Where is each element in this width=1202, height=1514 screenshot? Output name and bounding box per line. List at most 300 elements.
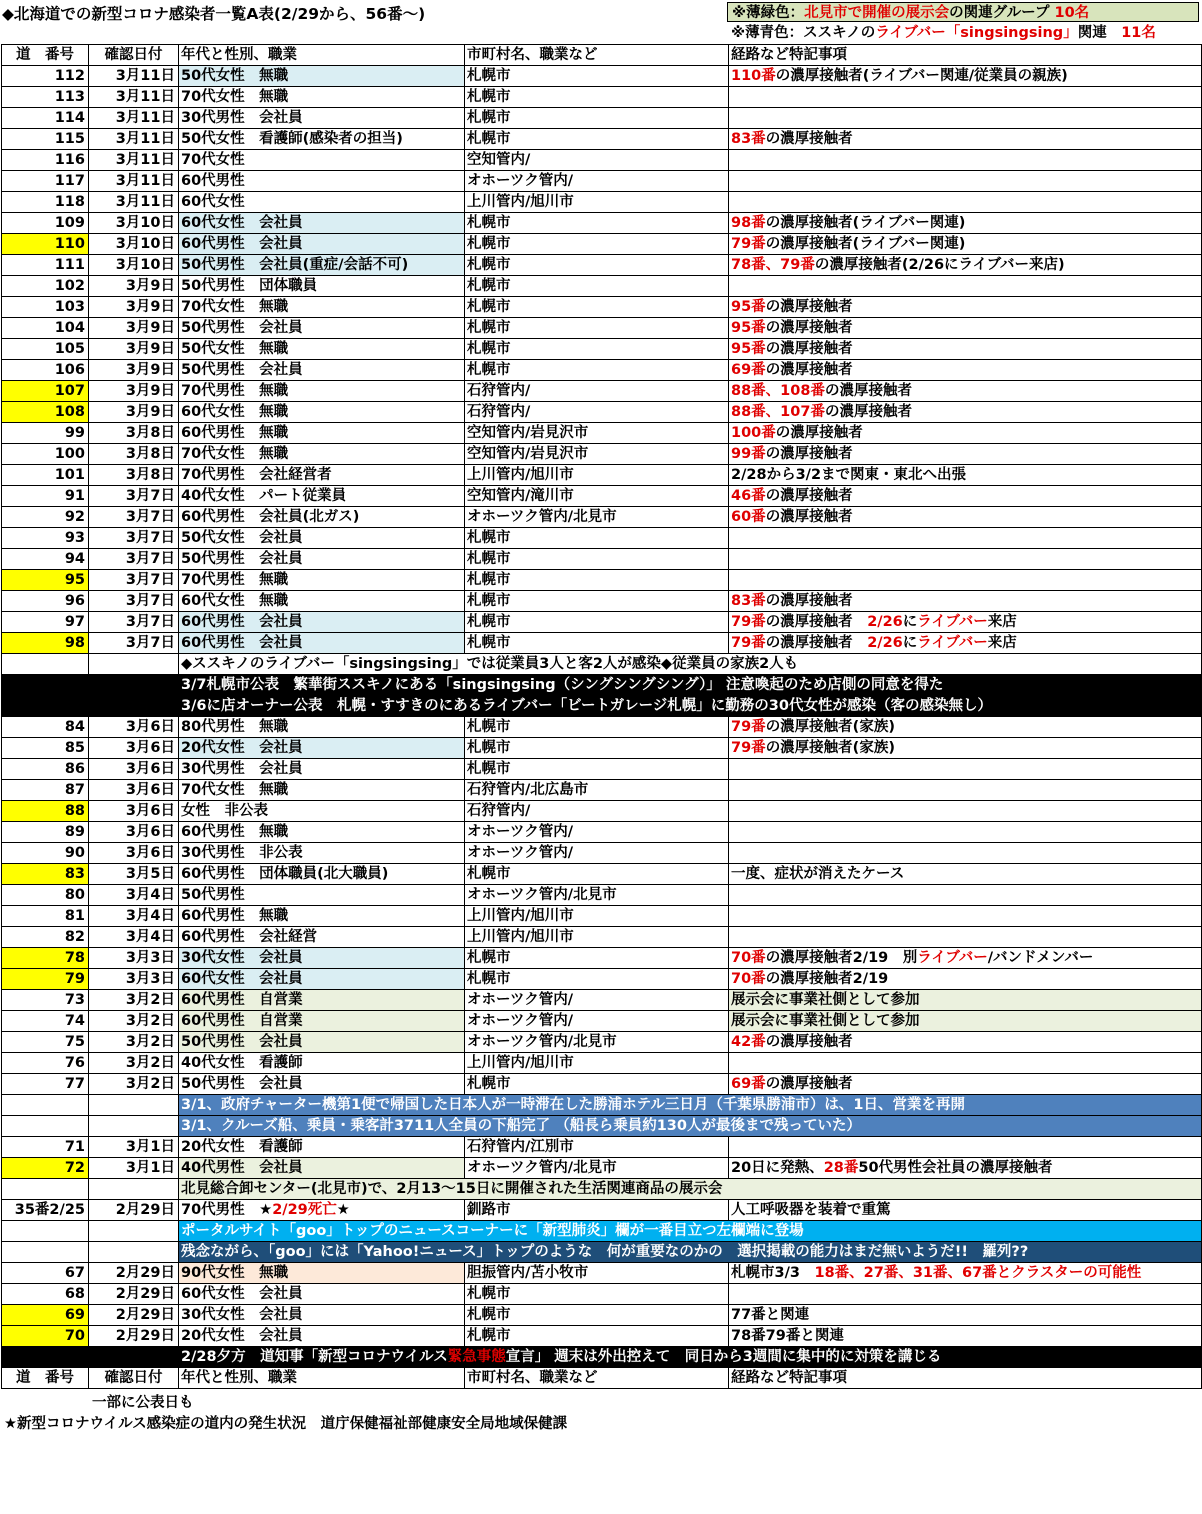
table-row (2, 423, 1202, 444)
note-segment: 99番 (731, 446, 766, 462)
announcement-pre-cell (89, 675, 179, 696)
table-row (2, 213, 1202, 234)
announcement-row (2, 1179, 1202, 1200)
table-row (2, 738, 1202, 759)
case-info-text: 70代男性 無職 (181, 572, 289, 588)
case-info-text: 60代男性 会社員 (181, 614, 303, 630)
announcement-row (2, 1347, 1202, 1368)
case-info (179, 255, 465, 276)
case-info-text: 90代女性 無職 (181, 1265, 289, 1281)
case-info-text: 50代男性 会社員 (181, 320, 303, 336)
case-note (729, 66, 1202, 87)
case-number: 105 (2, 339, 89, 360)
case-info-text: 50代男性 会社員(重症/会話不可) (181, 257, 409, 273)
case-city: 上川管内/旭川市 (465, 1053, 729, 1074)
announcement-row (2, 675, 1202, 696)
note-segment: 42番 (731, 1034, 766, 1050)
case-number: 101 (2, 465, 89, 486)
case-info-text: 30代男性 非公表 (181, 845, 303, 861)
table-row (2, 528, 1202, 549)
case-note (729, 717, 1202, 738)
note-segment: 70番 (731, 971, 766, 987)
confirm-date: 3月11日 (89, 129, 179, 150)
case-info-text: 70代女性 無職 (181, 299, 289, 315)
case-note (729, 1032, 1202, 1053)
table-row (2, 1284, 1202, 1305)
case-info-text: 50代男性 (181, 887, 245, 903)
note-segment: の濃厚接触者 (765, 131, 853, 147)
announcement-pre-cell (2, 696, 89, 717)
note-segment: の濃厚接触者 (765, 446, 853, 462)
case-number: 87 (2, 780, 89, 801)
case-number: 79 (2, 969, 89, 990)
note-segment: 78番79番と関連 (731, 1328, 844, 1344)
note-segment: の濃厚接触者(ライブバー関連/従業員の親族) (775, 68, 1068, 84)
note-segment: の濃厚接触者 (765, 299, 853, 315)
case-info-text: 50代女性 無職 (181, 341, 289, 357)
case-number: 68 (2, 1284, 89, 1305)
table-row (2, 318, 1202, 339)
case-info (179, 948, 465, 969)
note-segment: ライブバー (917, 635, 988, 651)
case-city: オホーツク管内/北見市 (465, 885, 729, 906)
case-number: 104 (2, 318, 89, 339)
note-segment: の濃厚接触者(家族) (765, 719, 895, 735)
table-row (2, 549, 1202, 570)
table-row (2, 171, 1202, 192)
case-note (729, 276, 1202, 297)
note-segment: 展示会に事業社側として参加 (731, 1013, 920, 1029)
case-city: 空知管内/岩見沢市 (465, 444, 729, 465)
confirm-date: 3月8日 (89, 423, 179, 444)
confirm-date: 3月7日 (89, 507, 179, 528)
case-city: 空知管内/滝川市 (465, 486, 729, 507)
note-segment: の濃厚接触者(家族) (765, 740, 895, 756)
case-number: 67 (2, 1263, 89, 1284)
case-info (179, 465, 465, 486)
case-number: 98 (2, 633, 89, 654)
case-info-text: 50代女性 会社員 (181, 530, 303, 546)
case-info (179, 1284, 465, 1305)
table-row (2, 360, 1202, 381)
table-row (2, 87, 1202, 108)
case-city: 胆振管内/苫小牧市 (465, 1263, 729, 1284)
note-segment: の濃厚接触者 (765, 593, 853, 609)
note-segment: の濃厚接触者(2/26にライブバー来店) (814, 257, 1065, 273)
case-note (729, 213, 1202, 234)
announcement-text: 北見総合卸センター(北見市)で、2月13～15日に開催された生活関連商品の展示会 (179, 1179, 1202, 1200)
confirm-date: 3月9日 (89, 297, 179, 318)
case-info-text: 60代男性 会社員 (181, 635, 303, 651)
case-city: 石狩管内/北広島市 (465, 780, 729, 801)
case-city: 札幌市 (465, 360, 729, 381)
case-number: 76 (2, 1053, 89, 1074)
case-note (729, 192, 1202, 213)
table-row (2, 339, 1202, 360)
confirm-date: 3月4日 (89, 885, 179, 906)
announcement-pre-cell (2, 1221, 89, 1242)
case-info (179, 1326, 465, 1347)
case-info (179, 108, 465, 129)
footer-info: 年代と性別、職業 (179, 1368, 465, 1389)
case-info-text: 40代女性 パート従業員 (181, 488, 347, 504)
case-info-text: 女性 非公表 (181, 803, 268, 819)
case-note (729, 402, 1202, 423)
case-info (179, 297, 465, 318)
table-row (2, 486, 1202, 507)
case-city: 釧路市 (465, 1200, 729, 1221)
header-number: 道 番号 (2, 45, 89, 66)
case-city: 札幌市 (465, 87, 729, 108)
footer-date: 確認日付 (89, 1368, 179, 1389)
case-number: 91 (2, 486, 89, 507)
note-segment: 95番 (731, 341, 766, 357)
announcement-row (2, 696, 1202, 717)
case-note (729, 87, 1202, 108)
announcement-pre-cell (89, 654, 179, 675)
case-city: 札幌市 (465, 66, 729, 87)
case-number: 102 (2, 276, 89, 297)
case-note (729, 234, 1202, 255)
case-note (729, 906, 1202, 927)
table-row (2, 108, 1202, 129)
announcement-pre-cell (2, 654, 89, 675)
note-segment: 20日に発熱、 (731, 1160, 824, 1176)
case-note (729, 1011, 1202, 1032)
announcement-pre-cell (2, 1116, 89, 1137)
case-note (729, 486, 1202, 507)
note-segment: 70番 (731, 950, 766, 966)
table-row (2, 234, 1202, 255)
case-info-text: 70代男性 会社経営者 (181, 467, 332, 483)
case-number: 88 (2, 801, 89, 822)
confirm-date: 3月11日 (89, 108, 179, 129)
case-info (179, 276, 465, 297)
case-number: 92 (2, 507, 89, 528)
note-segment: に (902, 614, 918, 630)
announcement-pre-cell (2, 1095, 89, 1116)
case-city: オホーツク管内/ (465, 843, 729, 864)
case-info (179, 738, 465, 759)
case-info (179, 549, 465, 570)
case-info (179, 927, 465, 948)
announcement-row (2, 1116, 1202, 1137)
case-info (179, 1263, 465, 1284)
case-info (179, 990, 465, 1011)
note-segment: 2/26 (867, 635, 903, 651)
case-number: 35番2/25 (2, 1200, 89, 1221)
case-note (729, 528, 1202, 549)
confirm-date: 3月2日 (89, 1074, 179, 1095)
case-info-text: 50代男性 会社員 (181, 1076, 303, 1092)
case-number: 69 (2, 1305, 89, 1326)
case-info-text: 40代女性 看護師 (181, 1055, 303, 1071)
case-info (179, 234, 465, 255)
case-number: 113 (2, 87, 89, 108)
note-segment: 79番 (731, 635, 766, 651)
case-info (179, 423, 465, 444)
case-number: 73 (2, 990, 89, 1011)
case-city: 札幌市 (465, 717, 729, 738)
table-row (2, 444, 1202, 465)
case-number: 117 (2, 171, 89, 192)
case-number: 112 (2, 66, 89, 87)
case-info-text: 70代男性 無職 (181, 383, 289, 399)
case-info-text: 50代女性 無職 (181, 68, 289, 84)
case-number: 70 (2, 1326, 89, 1347)
case-city: 札幌市 (465, 864, 729, 885)
case-info (179, 633, 465, 654)
announcement-row (2, 1095, 1202, 1116)
table-row (2, 969, 1202, 990)
confirm-date: 3月9日 (89, 339, 179, 360)
case-info-text: 30代男性 会社員 (181, 110, 303, 126)
table-row (2, 822, 1202, 843)
case-info-text: 70代女性 無職 (181, 89, 289, 105)
note-segment: 95番 (731, 299, 766, 315)
case-info (179, 66, 465, 87)
case-info (179, 381, 465, 402)
case-city: 上川管内/旭川市 (465, 465, 729, 486)
case-number: 83 (2, 864, 89, 885)
confirm-date: 3月5日 (89, 864, 179, 885)
announcement-row (2, 1221, 1202, 1242)
case-note (729, 948, 1202, 969)
note-segment: の濃厚接触者2/19 (765, 971, 889, 987)
table-row (2, 1074, 1202, 1095)
table-row (2, 864, 1202, 885)
confirm-date: 3月9日 (89, 381, 179, 402)
table-row (2, 759, 1202, 780)
case-city: 札幌市 (465, 759, 729, 780)
case-number: 89 (2, 822, 89, 843)
case-info (179, 801, 465, 822)
case-info-text: 60代女性 無職 (181, 404, 289, 420)
note-segment: 98番 (731, 215, 766, 231)
case-note (729, 822, 1202, 843)
announcement-text: ◆ススキノのライブバー「singsingsing」では従業員3人と客2人が感染◆従業員の家族2人も (179, 654, 1202, 675)
note-segment: ライブバー (917, 950, 988, 966)
note-segment: 2/26 (867, 614, 903, 630)
case-note (729, 843, 1202, 864)
confirm-date: 3月6日 (89, 801, 179, 822)
case-note (729, 1263, 1202, 1284)
case-note (729, 1326, 1202, 1347)
case-info (179, 1200, 465, 1221)
confirm-date: 3月11日 (89, 150, 179, 171)
confirm-date: 2月29日 (89, 1326, 179, 1347)
case-number: 97 (2, 612, 89, 633)
case-city: 札幌市 (465, 1326, 729, 1347)
case-number: 103 (2, 297, 89, 318)
case-info-text: 60代男性 無職 (181, 425, 289, 441)
case-number: 93 (2, 528, 89, 549)
confirm-date: 3月7日 (89, 486, 179, 507)
note-segment: の濃厚接触者 (775, 425, 863, 441)
case-number: 82 (2, 927, 89, 948)
confirm-date: 3月11日 (89, 192, 179, 213)
table-header-row (2, 45, 1202, 66)
note-segment: の濃厚接触者 (765, 320, 853, 336)
confirm-date: 3月7日 (89, 549, 179, 570)
case-city: 札幌市 (465, 129, 729, 150)
case-number: 94 (2, 549, 89, 570)
table-row (2, 402, 1202, 423)
case-note (729, 759, 1202, 780)
case-number: 99 (2, 423, 89, 444)
table-row (2, 255, 1202, 276)
note-segment: 79番 (731, 614, 766, 630)
case-note (729, 1074, 1202, 1095)
case-number: 116 (2, 150, 89, 171)
case-city: 札幌市 (465, 591, 729, 612)
note-segment: の濃厚接触者 (765, 488, 853, 504)
note-segment: の濃厚接触者 (765, 509, 853, 525)
note-segment: 83番 (731, 593, 766, 609)
table-row (2, 1032, 1202, 1053)
case-info-text: 60代女性 無職 (181, 593, 289, 609)
announcement-pre-cell (89, 1179, 179, 1200)
announcement-highlight: 緊急事態 (447, 1349, 506, 1365)
case-number: 106 (2, 360, 89, 381)
confirm-date: 3月7日 (89, 633, 179, 654)
table-row (2, 465, 1202, 486)
case-info (179, 339, 465, 360)
case-info (179, 780, 465, 801)
case-number: 118 (2, 192, 89, 213)
confirm-date: 3月6日 (89, 738, 179, 759)
table-row (2, 1158, 1202, 1179)
case-number: 71 (2, 1137, 89, 1158)
note-segment: 60番 (731, 509, 766, 525)
announcement-pre-cell (2, 675, 89, 696)
announcement-pre-cell (2, 1179, 89, 1200)
case-note (729, 381, 1202, 402)
confirm-date: 3月9日 (89, 360, 179, 381)
note-segment: の濃厚接触者 (765, 341, 853, 357)
table-row (2, 612, 1202, 633)
case-note (729, 801, 1202, 822)
case-info-text: 70代女性 (181, 152, 245, 168)
table-row (2, 66, 1202, 87)
note-segment: に (902, 635, 918, 651)
case-note (729, 549, 1202, 570)
table-row (2, 1137, 1202, 1158)
case-city: 空知管内/岩見沢市 (465, 423, 729, 444)
case-city: 石狩管内/ (465, 402, 729, 423)
announcement-pre-cell (89, 1221, 179, 1242)
note-segment: 69番 (731, 362, 766, 378)
note-segment: 83番 (731, 131, 766, 147)
confirm-date: 3月1日 (89, 1137, 179, 1158)
confirm-date: 3月2日 (89, 1032, 179, 1053)
case-info (179, 318, 465, 339)
table-row (2, 843, 1202, 864)
footer-note-1: 一部に公表日も (92, 1395, 194, 1411)
case-city: オホーツク管内/北見市 (465, 507, 729, 528)
confirm-date: 3月2日 (89, 990, 179, 1011)
case-info (179, 591, 465, 612)
table-row (2, 1053, 1202, 1074)
case-city: 上川管内/旭川市 (465, 927, 729, 948)
note-segment: の濃厚接触者2/19 別 (765, 950, 918, 966)
case-info (179, 717, 465, 738)
case-city: 札幌市 (465, 948, 729, 969)
confirm-date: 3月11日 (89, 66, 179, 87)
case-number: 109 (2, 213, 89, 234)
case-number: 86 (2, 759, 89, 780)
case-info-text: 60代男性 (181, 173, 245, 189)
note-segment: の濃厚接触者 (824, 404, 912, 420)
case-info (179, 1305, 465, 1326)
case-info-text: 60代女性 会社員 (181, 971, 303, 987)
note-segment: 46番 (731, 488, 766, 504)
case-number: 108 (2, 402, 89, 423)
case-info (179, 906, 465, 927)
case-number: 80 (2, 885, 89, 906)
case-info (179, 486, 465, 507)
case-city: 札幌市 (465, 1074, 729, 1095)
case-number: 72 (2, 1158, 89, 1179)
confirm-date: 3月1日 (89, 1158, 179, 1179)
case-note (729, 1158, 1202, 1179)
note-segment: 一度、症状が消えたケース (731, 866, 905, 882)
case-city: 札幌市 (465, 1284, 729, 1305)
table-row (2, 276, 1202, 297)
table-row (2, 1200, 1202, 1221)
sheet-header (0, 0, 1202, 44)
case-note (729, 612, 1202, 633)
confirm-date: 3月8日 (89, 444, 179, 465)
case-info (179, 759, 465, 780)
case-note (729, 633, 1202, 654)
case-number: 75 (2, 1032, 89, 1053)
case-info-text: 50代女性 看護師(感染者の担当) (181, 131, 403, 147)
case-note (729, 927, 1202, 948)
case-info (179, 1032, 465, 1053)
case-city: 札幌市 (465, 633, 729, 654)
case-number: 95 (2, 570, 89, 591)
case-info (179, 1158, 465, 1179)
case-info-text: 50代男性 会社員 (181, 1034, 303, 1050)
table-row (2, 906, 1202, 927)
case-note (729, 423, 1202, 444)
header-info: 年代と性別、職業 (179, 45, 465, 66)
note-segment: ライブバー (917, 614, 988, 630)
table-row (2, 381, 1202, 402)
note-segment: /バンドメンバー (987, 950, 1094, 966)
case-city: 札幌市 (465, 570, 729, 591)
confirm-date: 3月8日 (89, 465, 179, 486)
note-segment: の濃厚接触者 (765, 635, 868, 651)
announcement-pre: 2/28夕方 道知事「新型コロナウイルス (181, 1349, 448, 1365)
case-note (729, 108, 1202, 129)
announcement-text (179, 1347, 1202, 1368)
case-info (179, 87, 465, 108)
announcement-pre-cell (89, 1242, 179, 1263)
case-number: 100 (2, 444, 89, 465)
case-city: 札幌市 (465, 318, 729, 339)
footer-note: 経路など特記事項 (729, 1368, 1202, 1389)
confirm-date: 3月10日 (89, 255, 179, 276)
case-city: 札幌市 (465, 108, 729, 129)
case-note (729, 171, 1202, 192)
note-segment: 人工呼吸器を装着で重篤 (731, 1202, 891, 1218)
table-row (2, 948, 1202, 969)
announcement-text: 3/1、政府チャーター機第1便で帰国した日本人が一時滞在した勝浦ホテル三日月（千葉県勝浦市）は、1日、営業を再開 (179, 1095, 1202, 1116)
case-info-text: 20代女性 会社員 (181, 1328, 303, 1344)
case-city: 札幌市 (465, 528, 729, 549)
